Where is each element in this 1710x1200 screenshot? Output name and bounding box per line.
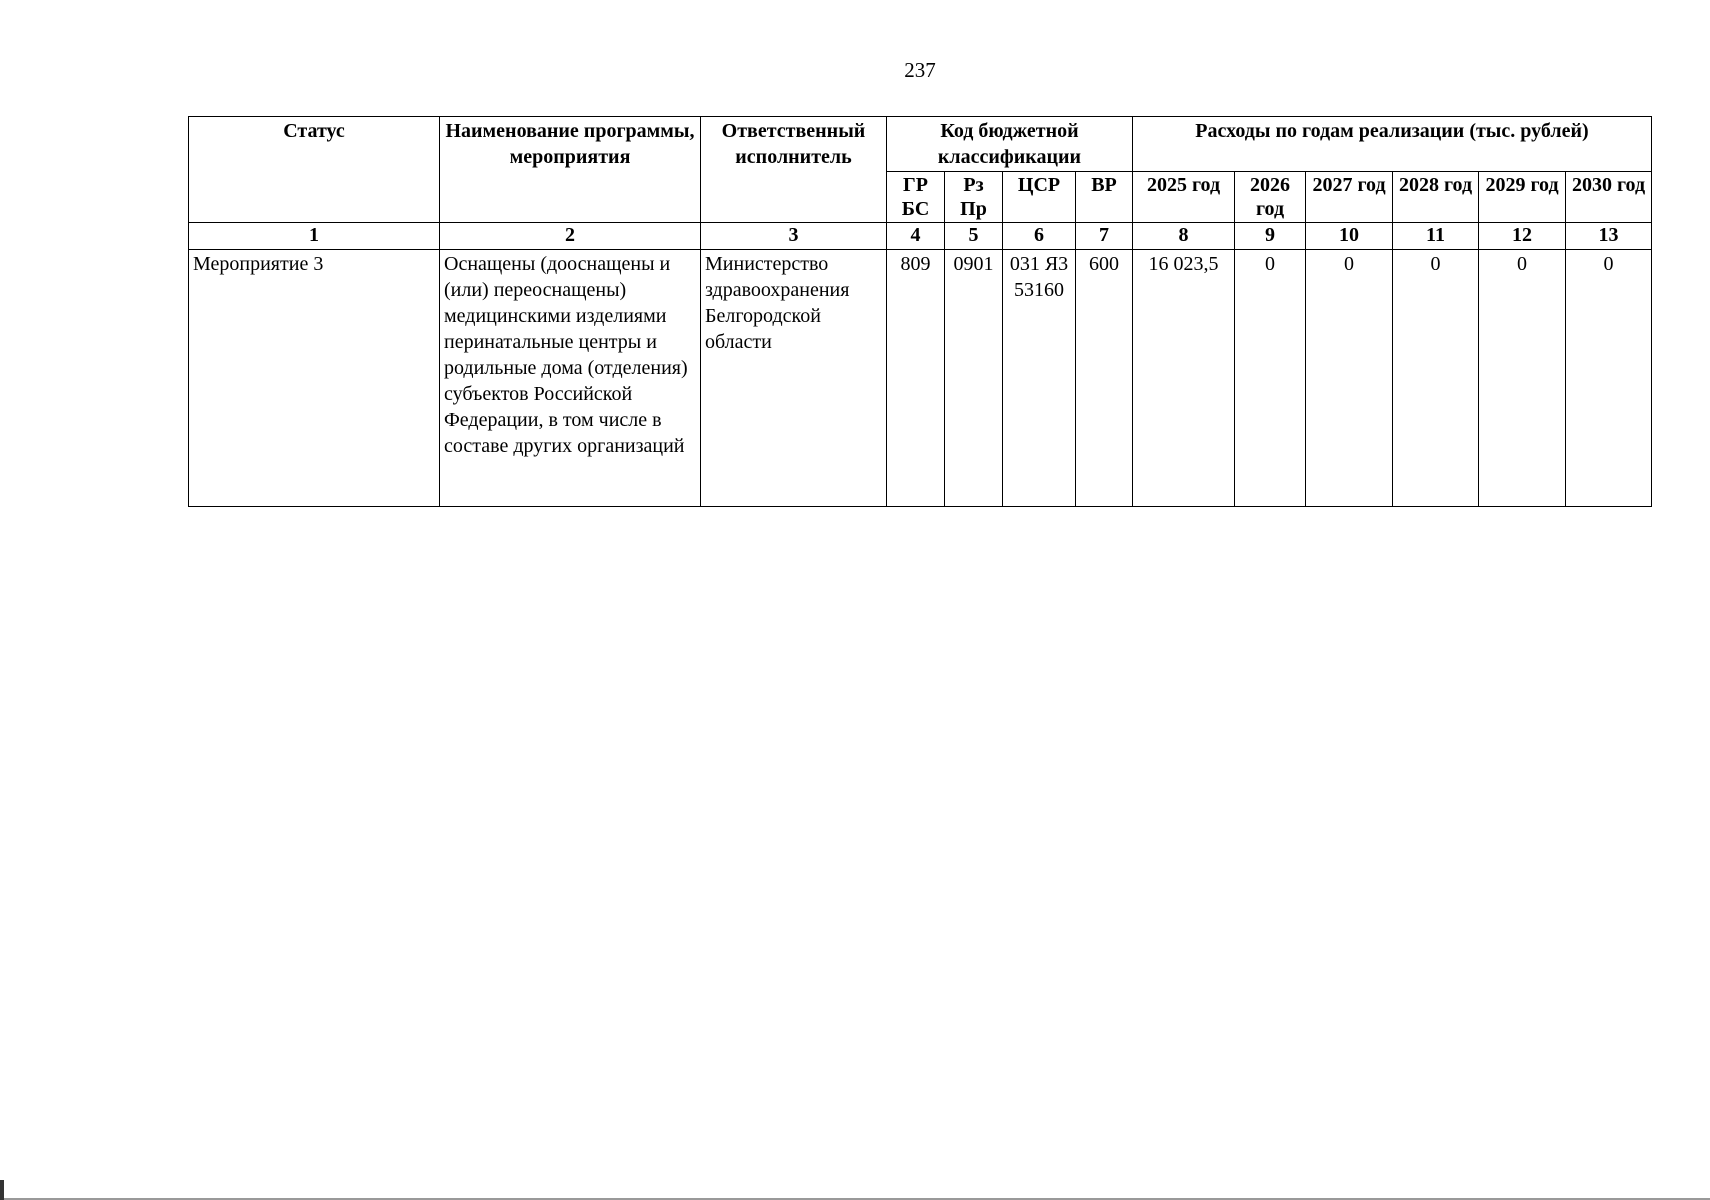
header-2030: 2030 год — [1566, 172, 1652, 223]
column-number: 10 — [1306, 223, 1393, 250]
header-executor: Ответственный исполнитель — [701, 117, 887, 223]
column-number: 2 — [440, 223, 701, 250]
header-2025: 2025 год — [1133, 172, 1235, 223]
column-numbers-row — [189, 223, 1652, 250]
header-program-name: Наименование программы, мероприятия — [440, 117, 701, 223]
header-2029: 2029 год — [1479, 172, 1566, 223]
header-2026: 2026 год — [1235, 172, 1306, 223]
column-number: 11 — [1393, 223, 1479, 250]
header-csr: ЦСР — [1003, 172, 1076, 223]
cell-2028: 0 — [1393, 250, 1479, 507]
table-row — [189, 250, 1652, 507]
column-number: 3 — [701, 223, 887, 250]
scan-left-mark — [0, 1180, 4, 1200]
header-budget-code: Код бюджетной классификации — [887, 117, 1133, 172]
cell-rzpr: 0901 — [945, 250, 1003, 507]
column-number: 4 — [887, 223, 945, 250]
cell-status: Мероприятие 3 — [189, 250, 440, 507]
column-number: 13 — [1566, 223, 1652, 250]
cell-2027: 0 — [1306, 250, 1393, 507]
header-2028: 2028 год — [1393, 172, 1479, 223]
header-2027: 2027 год — [1306, 172, 1393, 223]
column-number: 5 — [945, 223, 1003, 250]
column-number: 7 — [1076, 223, 1133, 250]
cell-csr: 031 Я3 53160 — [1003, 250, 1076, 507]
header-expenses: Расходы по годам реализации (тыс. рублей) — [1133, 117, 1652, 172]
header-grbs: ГР БС — [887, 172, 945, 223]
cell-executor: Министерство здравоохранения Белгородской области — [701, 250, 887, 507]
column-number: 8 — [1133, 223, 1235, 250]
cell-2030: 0 — [1566, 250, 1652, 507]
column-number: 12 — [1479, 223, 1566, 250]
cell-vr: 600 — [1076, 250, 1133, 507]
header-rzpr: Рз Пр — [945, 172, 1003, 223]
cell-2026: 0 — [1235, 250, 1306, 507]
column-number: 9 — [1235, 223, 1306, 250]
cell-program-name: Оснащены (дооснащены и (или) переоснащены) медицинскими изделиями перинатальные центры и родильные дома (отделения) субъектов Российской Федерации, в том числе в составе других организаций — [440, 250, 701, 507]
header-vr: ВР — [1076, 172, 1133, 223]
page-number: 237 — [904, 58, 936, 82]
cell-grbs: 809 — [887, 250, 945, 507]
budget-table — [188, 116, 1652, 507]
cell-2029: 0 — [1479, 250, 1566, 507]
column-number: 6 — [1003, 223, 1076, 250]
header-status: Статус — [189, 117, 440, 223]
column-number: 1 — [189, 223, 440, 250]
cell-2025: 16 023,5 — [1133, 250, 1235, 507]
